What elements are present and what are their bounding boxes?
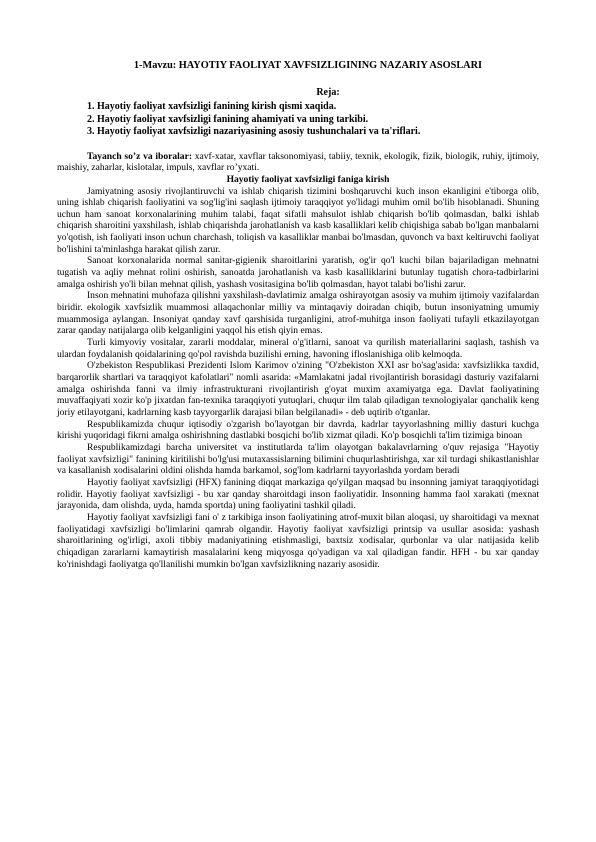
body-paragraph: Jamiyatning asosiy rivojlantiruvchi va ishlab chiqarish tizimini boshqaruvchi kuch inson ekanligini e'tiborga olib, uning ishlab chiqarish faoliyatini va sog'lig'ini saqlash ijtimoiy taraqqiyot yo'lidagi muhim omil bo'lib hisoblanadi. Shuning uchun ham sanoat korxonalarining muhim talabi, faqat sifatli mahsulot ishlab chiqarish bo'lib qolmasdan, balki ishlab chiqarish sharoitini yaxshilash, ishlab chiqarishda jarohatlanish va kasb kasalliklari kelib chiqishiga sabab bo'lgan manbalarni yo'qotish, ish faoliyati inson uchun charchash, toliqish va kasalliklar manbai bo'lmasdan, quvonch va baxt keltiruvchi faoliyat bo'lishini ta'minlashga harakat qilish zarur. <box>57 185 539 255</box>
body-paragraph: Respublikamizda chuqur iqtisodiy o'zgarish bo'layotgan bir davrda, kadrlar tayyorlashning milliy dasturi kuchga kirishi yuqoridagi fikrni amalga oshirishning dastlabki bosqichi bo'lib xizmat qiladi. Ko'p bosqichli ta'lim tizimiga binoan <box>57 418 539 442</box>
body-paragraph: Respublikamizdagi barcha universitet va institutlarda ta'lim olayotgan bakalavrlarning o'quv rejasiga "Hayotiy faoliyat xavfsizligi" fanining kiritilishi bo'lg'usi mutaxassislarning bilimini chuqurlashtirishga, xar xil turdagi shikastlanishlar va kasallanish xodisalarini oldini olishda hamda barkamol, sog'lom kadrlarni tayyorlashda yordam beradi <box>57 441 539 477</box>
keywords-label: Tayanch so’z va iboralar: <box>87 150 192 162</box>
keywords-text: xavf-xatar, xavflar taksonomiyasi, tabiiy, texnik, ekologik, fizik, biologik, ruhiy, ijtimoiy, maishiy, zaharlar, kislotalar, impuls, xavflar ro’yxati. <box>57 150 539 174</box>
plan-list <box>57 101 539 138</box>
section-heading: Hayotiy faoliyat xavfsizligi faniga kirish <box>226 173 390 185</box>
body-paragraph: Turli kimyoviy vositalar, zararli moddalar, mineral o'g'itlarni, sanoat va qurilish materiallarini saqlash, tashish va ulardan foydalanish qoidalarining qo'pol ravishda buzilishi erning, havoning ifloslanishiga olib kelmoqda. <box>57 337 539 360</box>
document-title: 1-Mavzu: HAYOTIY FAOLIYAT XAVFSIZLIGINING NAZARIY ASOSLARI <box>133 60 483 71</box>
plan-item: 3. Hayotiy faoliyat xavfsizligi nazariyasining asosiy tushunchalari va ta'riflari. <box>87 126 421 138</box>
body-paragraph: Sanoat korxonalarida normal sanitar-gigienik sharoitlarini yaratish, og'ir qo'l kuchi bilan bajariladigan mehnatni tugatish va aqliy mehnat rolini oshirish, sanoatda jarohatlanish va kasb kasalliklarini butunlay tugatish chora-tadbirlarini amalga oshirish yo'li bilan mehnat qilish, yashash vositasigina bo'lib qolmasdan, hayot talabi bo'lishi zarur. <box>57 255 539 290</box>
plan-heading: Reja: <box>316 86 340 98</box>
body-paragraph: O'zbekiston Respublikasi Prezidenti Islom Karimov o'zining "O'zbekiston XXI asr bo'sag'asida: xavfsizlikka taxdid, barqarorlik shartlari va taraqqiyot kafolatlari" nomli asarida: «Mamlakatni jadal rivojlantirish borasidagi dasturiy vazifalarni amalga oshirishda fanni va ilmiy infrastrukturani rivojlantirish g'oyat muxim axamiyatga ega. Davlat faoliyatining muvaffaqiyati xozir ko'p jixatdan fan-texnika taraqqiyoti yutuqlari, chuqur ilm talab qiladigan texnologiyalar qanchalik keng joriy etilayotgani, kadrlarning kasb tayyorgarlik darajasi bilan belgilanadi» - deb uqtirib o'tganlar. <box>57 360 539 418</box>
body-paragraph: Hayotiy faoliyat xavfsizligi (HFX) fanining diqqat markaziga qo'yilgan maqsad bu insonning jamiyat taraqqiyotidagi rolidir. Hayotiy faoliyat xavfsizligi - bu xar qanday sharoitdagi inson faoliyatidir. Insonning hamma faol xarakati (mexnat jarayonida, dam olishda, uyda, hamda sportda) uning faoliyatini tashkil qiladi. <box>57 476 539 512</box>
body-paragraph: Inson mehnatini muhofaza qilishni yaxshilash-davlatimiz amalga oshirayotgan asosiy va muhim ijtimoiy vazifalardan biridir. ekologik xavfsizlik muammosi allaqachonlar milliy va mintaqaviy doiradan chiqib, butun insoniyatning umumiy muammosiga aylangan. Insoniyat qanday xavf qarshisida turganligini, atrof-muhitga inson faoliyati tufayli etkazilayotgan zarar qanday natijalarga olib kelganligini yaqqol his etish qiyin emas. <box>57 290 539 337</box>
plan-item: 2. Hayotiy faoliyat xavfsizligi fanining ahamiyati va uning tarkibi. <box>87 113 369 125</box>
keywords-paragraph <box>57 151 539 174</box>
body-paragraph: Hayotiy faoliyat xavfsizligi fani o' z tarkibiga inson faoliyatining atrof-muxit bilan aloqasi, uy sharoitidagi va mexnat faoliyatidagi xavfsizligi bo'limlarini qamrab olgandir. Hayotiy faoliyat xavfsizligi printsip va usullar asosida: yashash sharoitlarining og'irligi, axoli tibbiy madaniyatining etishmasligi, baxtsiz xodisalar, qurbonlar va ular natijasida kelib chiqadigan zararlarni kamaytirish masalalarini keng miqyosga qo'yadigan va xal qiladigan fandir. HFH - bu xar qanday ko'rinishdagi faoliyatga qo'llanilishi mumkin bo'lgan xavfsizlikning nazariy asosidir. <box>57 511 539 570</box>
plan-item: 1. Hayotiy faoliyat xavfsizligi fanining kirish qismi xaqida. <box>87 101 337 113</box>
